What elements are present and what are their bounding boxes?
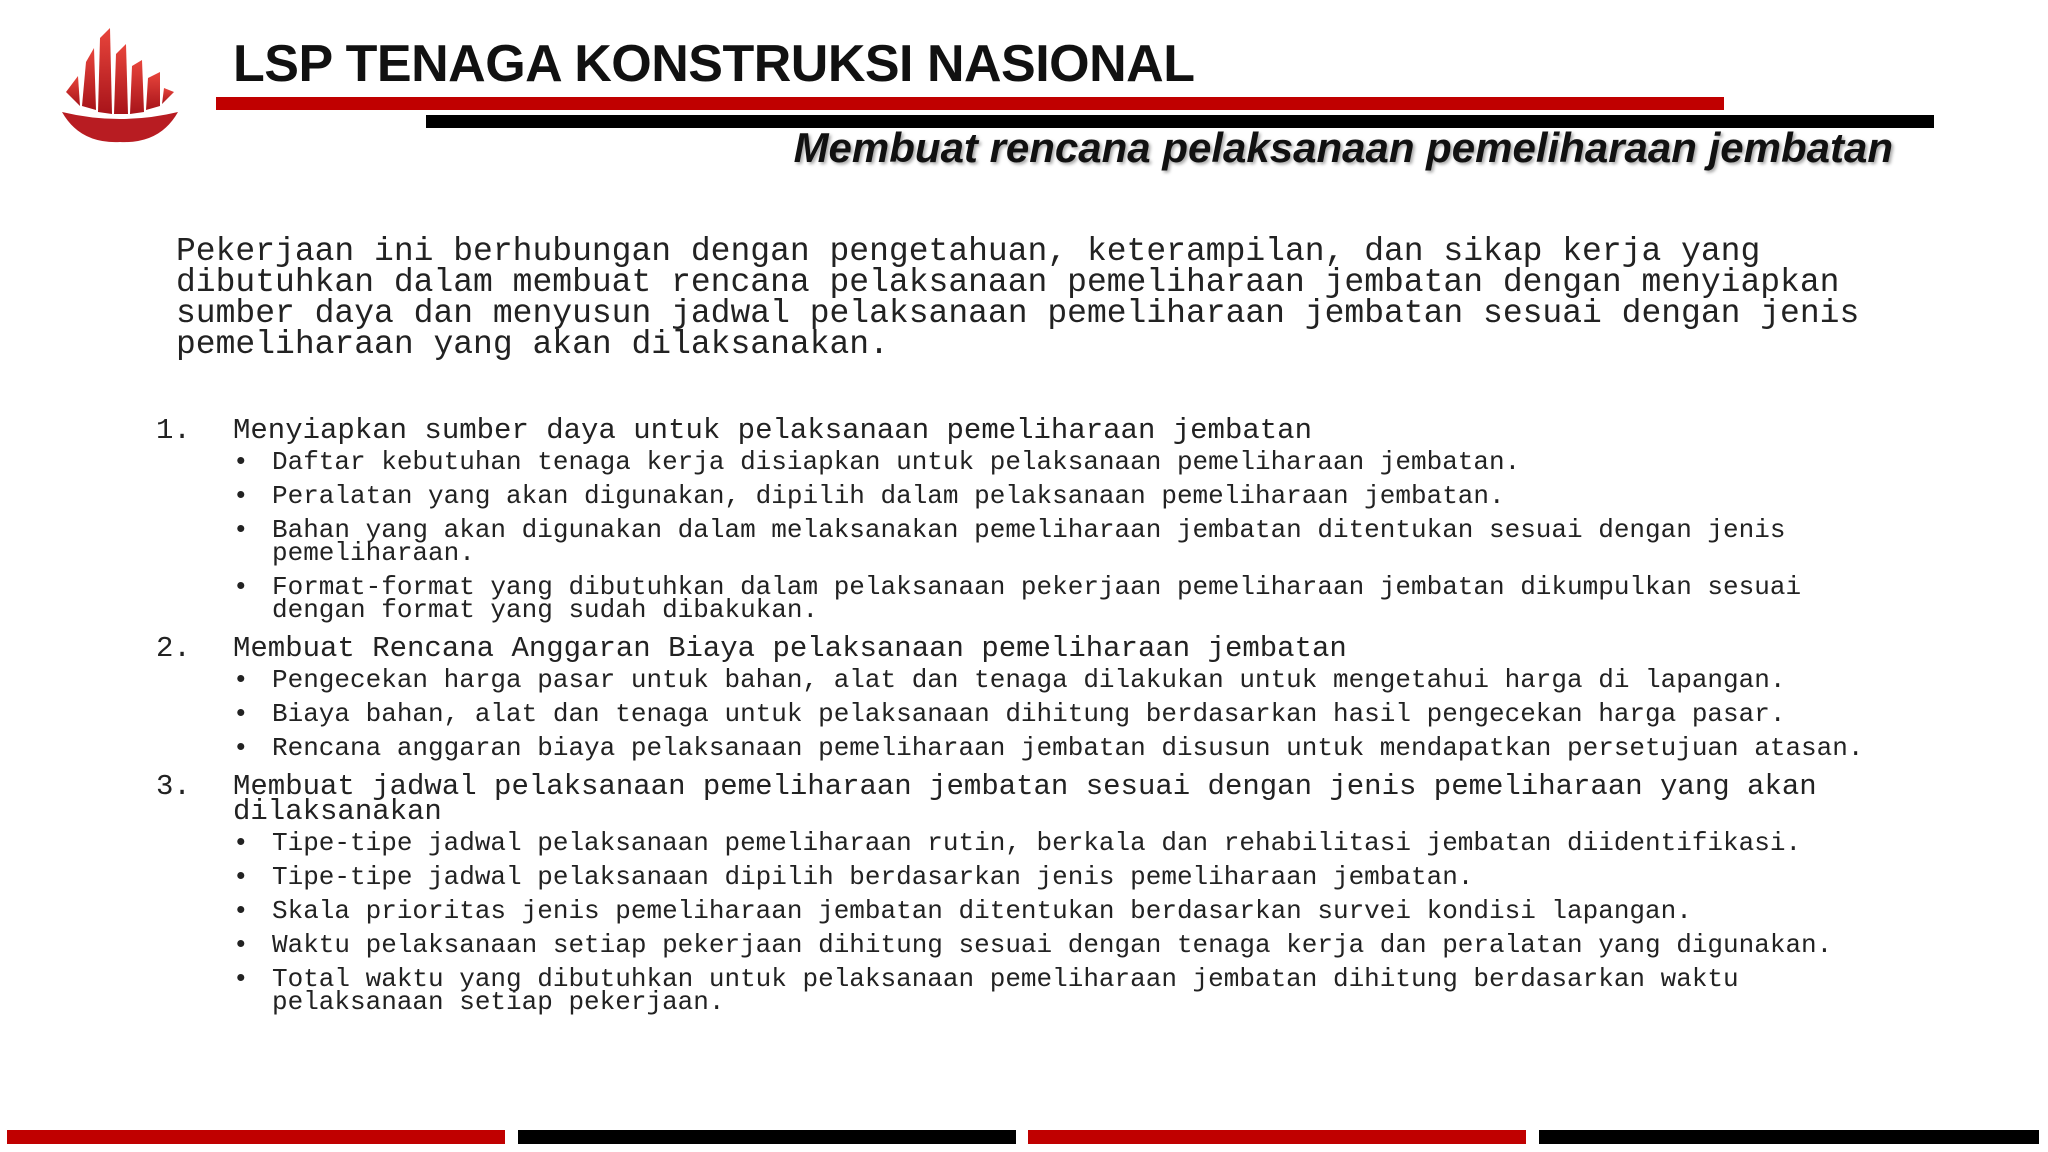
bullet-icon: • [233, 862, 249, 892]
bullet-icon: • [233, 447, 249, 477]
criterion-text: Skala prioritas jenis pemeliharaan jembatan ditentukan berdasarkan survei kondisi lapangan. [272, 896, 1692, 926]
element-title: Membuat Rencana Anggaran Biaya pelaksanaan pemeliharaan jembatan [233, 632, 1347, 665]
criterion-item [233, 481, 1896, 511]
criterion-text: Biaya bahan, alat dan tenaga untuk pelaksanaan dihitung berdasarkan hasil pengecekan harga pasar. [272, 699, 1786, 729]
criterion-text: Format-format yang dibutuhkan dalam pelaksanaan pekerjaan pemeliharaan jembatan dikumpulkan sesuai dengan format yang sudah dibakukan. [272, 572, 1802, 625]
competency-element [156, 632, 1896, 763]
criterion-text: Pengecekan harga pasar untuk bahan, alat dan tenaga dilakukan untuk mengetahui harga di lapangan. [272, 665, 1786, 695]
element-number: 3. [156, 770, 191, 803]
criterion-text: Tipe-tipe jadwal pelaksanaan pemeliharaan rutin, berkala dan rehabilitasi jembatan diidentifikasi. [272, 828, 1802, 858]
criterion-text: Peralatan yang akan digunakan, dipilih dalam pelaksanaan pemeliharaan jembatan. [272, 481, 1505, 511]
footer-bar-red [1028, 1130, 1526, 1144]
bullet-icon: • [233, 896, 249, 926]
bullet-icon: • [233, 930, 249, 960]
element-number: 2. [156, 632, 191, 665]
criterion-item [233, 515, 1896, 568]
competency-elements-list [156, 414, 1896, 1028]
criterion-item [233, 665, 1896, 695]
bullet-icon: • [233, 515, 249, 545]
criterion-item [233, 828, 1896, 858]
criterion-text: Rencana anggaran biaya pelaksanaan pemeliharaan jembatan disusun untuk mendapatkan persetujuan atasan. [272, 733, 1864, 763]
bullet-icon: • [233, 481, 249, 511]
bullet-icon: • [233, 572, 249, 602]
criterion-item [233, 964, 1896, 1017]
competency-element [156, 770, 1896, 1017]
criterion-text: Waktu pelaksanaan setiap pekerjaan dihitung sesuai dengan tenaga kerja dan peralatan yang digunakan. [272, 930, 1833, 960]
intro-paragraph: Pekerjaan ini berhubungan dengan pengetahuan, keterampilan, dan sikap kerja yang dibutuhkan dalam membuat rencana pelaksanaan pemeliharaan jembatan dengan menyiapkan sumber daya dan menyusun jadwal pelaksanaan pemeliharaan jembatan sesuai dengan jenis pemeliharaan yang akan dilaksanakan. [176, 233, 1860, 363]
criteria-list [233, 828, 1896, 1017]
footer-bar-black [518, 1130, 1016, 1144]
criterion-item [233, 733, 1896, 763]
bullet-icon: • [233, 665, 249, 695]
unit-title: Membuat rencana pelaksanaan pemeliharaan jembatan [793, 124, 1893, 171]
criterion-text: Daftar kebutuhan tenaga kerja disiapkan untuk pelaksanaan pemeliharaan jembatan. [272, 447, 1521, 477]
criterion-item [233, 930, 1896, 960]
criterion-item [233, 862, 1896, 892]
org-title: LSP TENAGA KONSTRUKSI NASIONAL [233, 35, 1195, 93]
criterion-text: Total waktu yang dibutuhkan untuk pelaksanaan pemeliharaan jembatan dihitung berdasarkan waktu pelaksanaan setiap pekerjaan. [272, 964, 1739, 1017]
bullet-icon: • [233, 733, 249, 763]
header-rule-red [216, 97, 1724, 110]
element-title: Membuat jadwal pelaksanaan pemeliharaan jembatan sesuai dengan jenis pemeliharaan yang akan dilaksanakan [233, 770, 1817, 828]
bullet-icon: • [233, 964, 249, 994]
element-number: 1. [156, 414, 191, 447]
criteria-list [233, 665, 1896, 763]
competency-element [156, 414, 1896, 625]
criteria-list [233, 447, 1896, 625]
criterion-item [233, 447, 1896, 477]
bullet-icon: • [233, 828, 249, 858]
criterion-item [233, 699, 1896, 729]
footer-bar-black [1539, 1130, 2039, 1144]
criterion-text: Bahan yang akan digunakan dalam melaksanakan pemeliharaan jembatan ditentukan sesuai dengan jenis pemeliharaan. [272, 515, 1786, 568]
bullet-icon: • [233, 699, 249, 729]
element-title: Menyiapkan sumber daya untuk pelaksanaan pemeliharaan jembatan [233, 414, 1312, 447]
criterion-item [233, 896, 1896, 926]
criterion-text: Tipe-tipe jadwal pelaksanaan dipilih berdasarkan jenis pemeliharaan jembatan. [272, 862, 1474, 892]
criterion-item [233, 572, 1896, 625]
lsp-building-logo-icon [60, 26, 180, 144]
footer-bar-red [7, 1130, 505, 1144]
